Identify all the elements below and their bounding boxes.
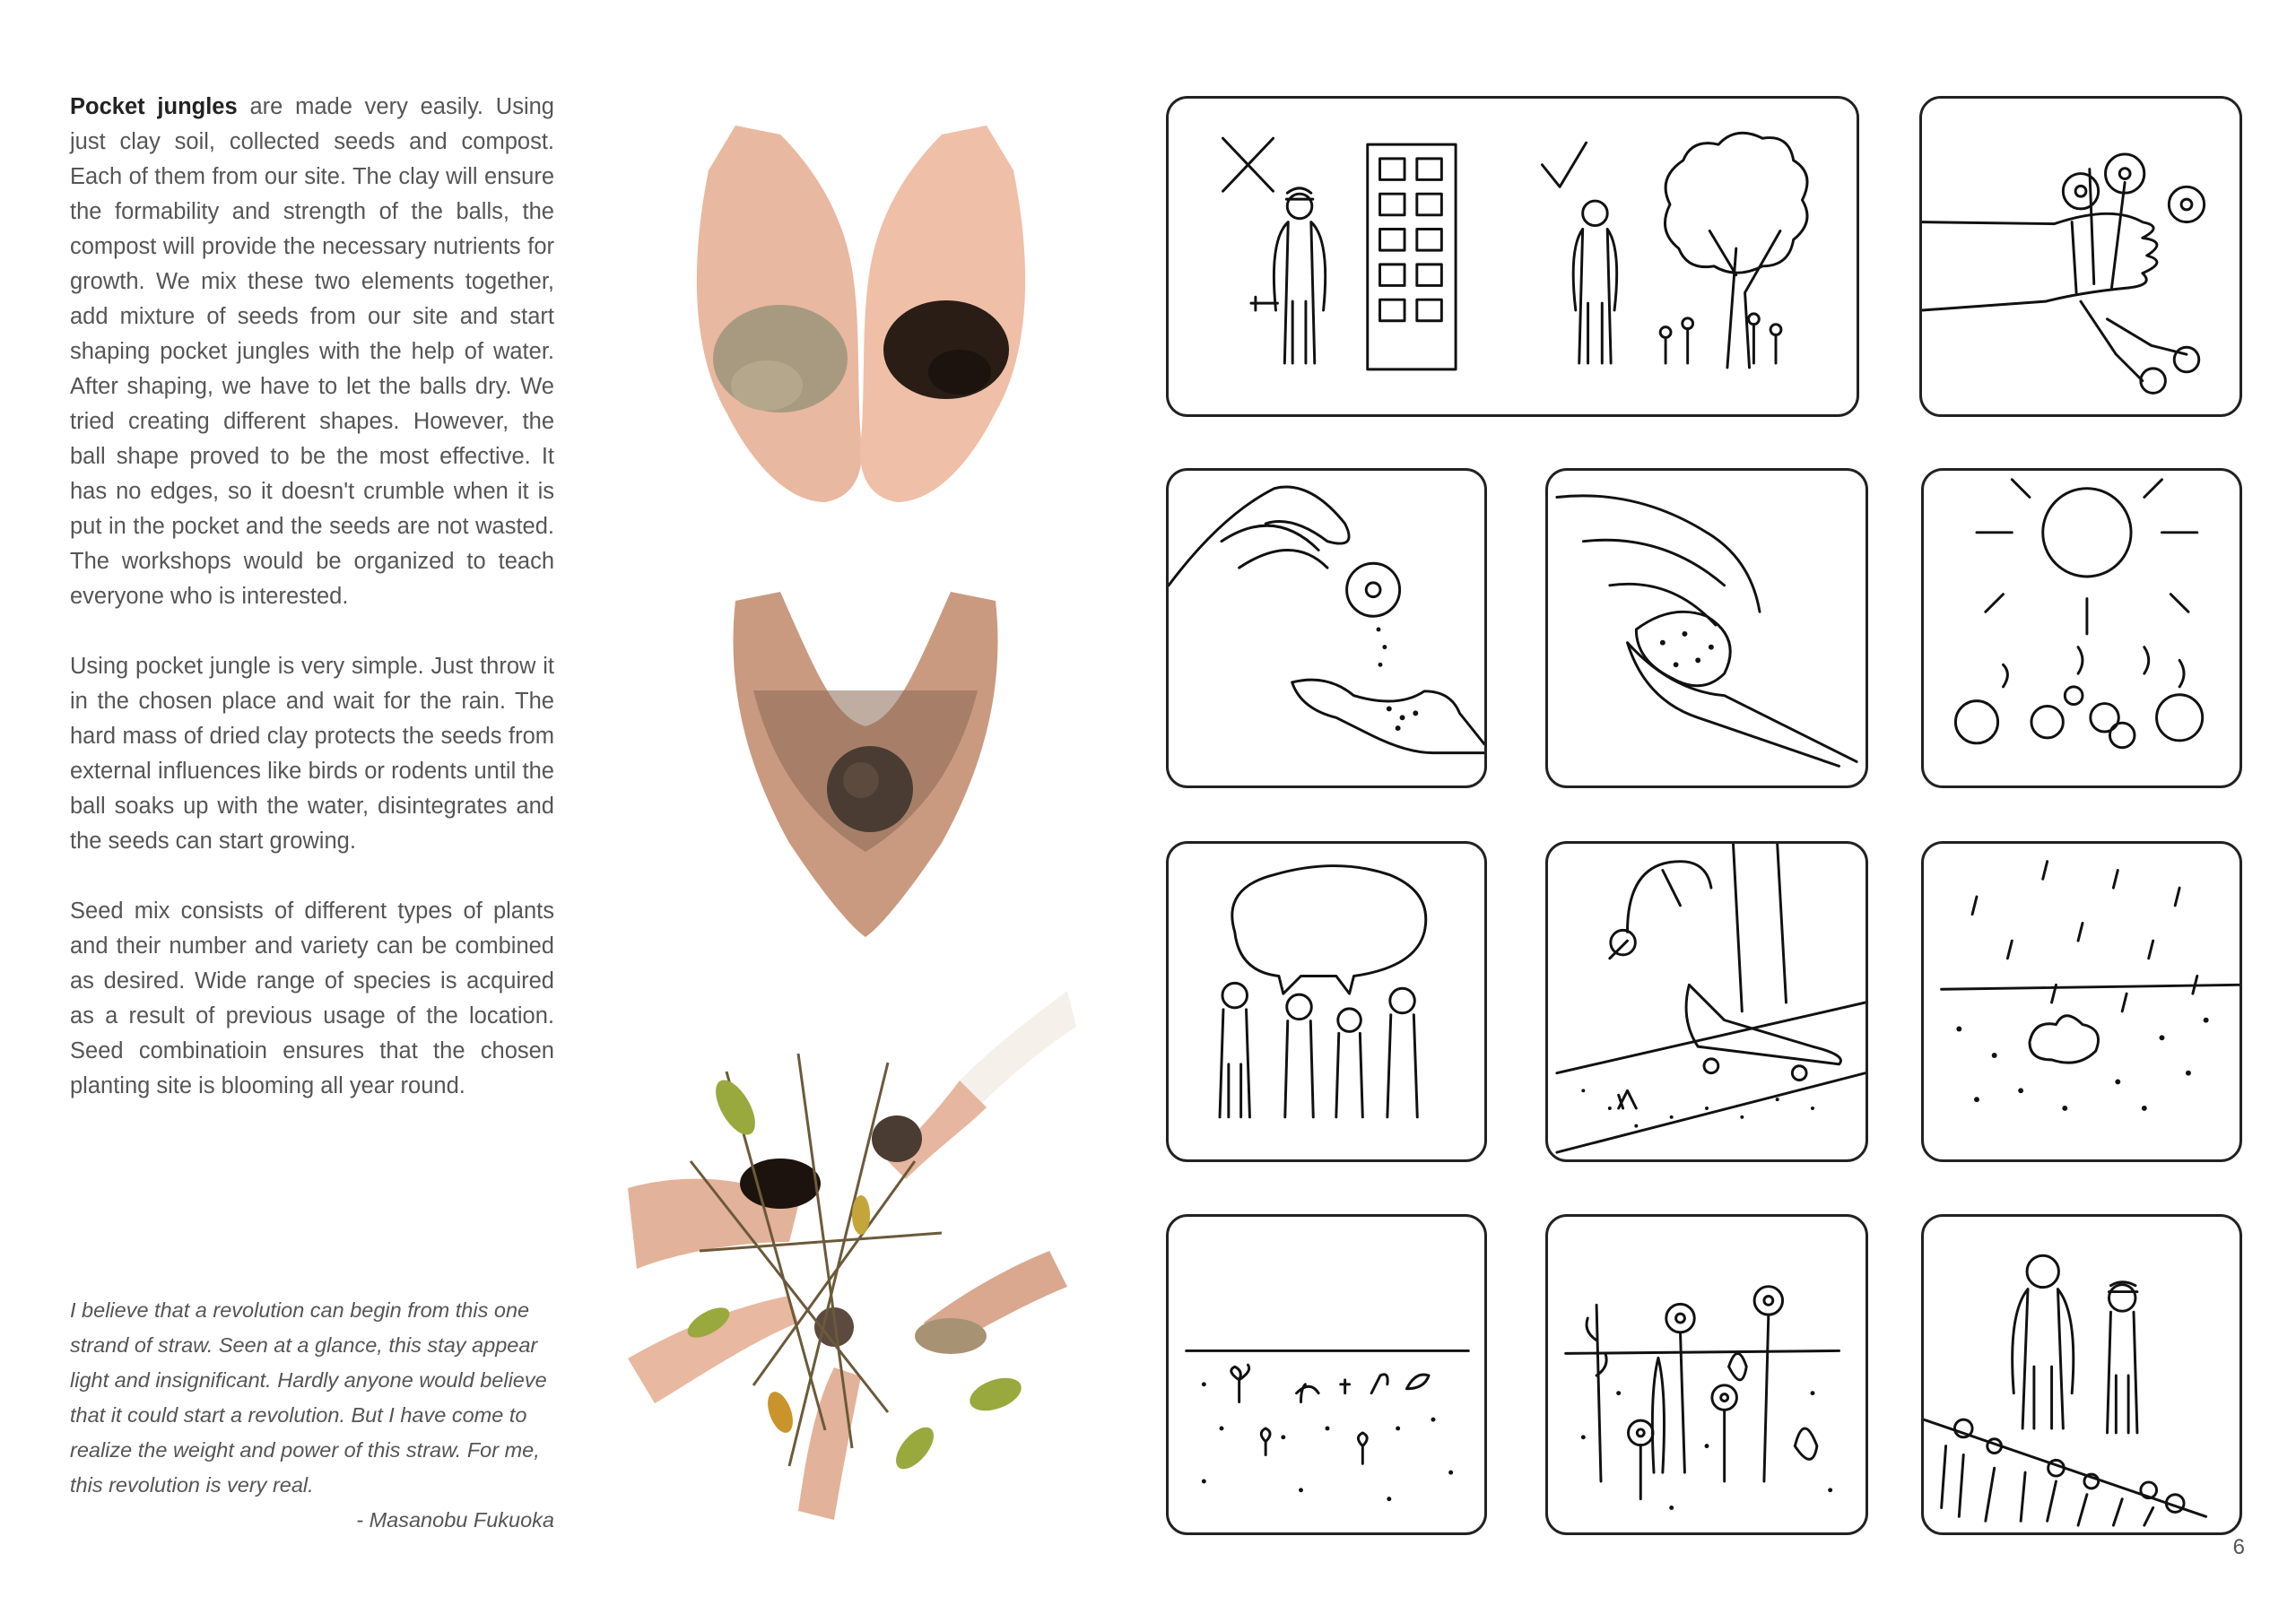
panel-building-vs-tree — [1166, 96, 1859, 417]
panel-throwing-from-skateboard — [1545, 841, 1868, 1162]
panel-flowers-growing — [1545, 1214, 1868, 1535]
paragraph-3: Seed mix consists of different types of plants and their number and variety can be combined as desired. Wide range of species is acquired as a result of previous usage of the location. Seed combinatioin ensures that the chosen planting site is blooming all year round. — [70, 898, 554, 1098]
panel-drying-in-sun — [1921, 468, 2242, 788]
panel-workshop-group — [1166, 841, 1487, 1162]
page-number: 6 — [2232, 1535, 2245, 1559]
body-text — [70, 90, 554, 1139]
quote-block — [70, 1293, 554, 1538]
photo-hands-clay-compost — [673, 117, 1049, 511]
panel-collecting-seeds — [1919, 96, 2242, 417]
quote-author: - Masanobu Fukuoka — [356, 1508, 554, 1532]
panel-rain-on-ball — [1921, 841, 2242, 1162]
lead-term: Pocket jungles — [70, 94, 238, 119]
panel-people-by-flowers — [1921, 1214, 2242, 1535]
panel-mixing-seeds — [1166, 468, 1487, 788]
panel-shaping-ball — [1545, 468, 1868, 788]
photo-hands-seeds-plants — [619, 982, 1076, 1520]
panel-sprouting-seeds — [1166, 1214, 1487, 1535]
paragraph-1-text: are made very easily. Using just clay soil, collected seeds and compost. Each of them from our site. The clay will ensure the formability and strength of the balls, the compost will provide the necessary nutrients for growth. We mix these two elements together, add mixture of seeds from our site and start shaping pocket jungles with the help of water. After shaping, we have to let the balls dry. We tried creating different shapes. However, the ball shape proved to be the most effective. It has no edges, so it doesn't crumble when it is put in the pocket and the seeds are not wasted. The workshops would be organized to teach everyone who is interested. — [70, 94, 554, 609]
paragraph-1 — [70, 90, 554, 614]
quote-text: I believe that a revolution can begin from this one strand of straw. Seen at a glance, this stay appear light and insignificant. Hardly anyone would believe that it could start a revolution. But I have come to realize the weight and power of this straw. For me, this revolution is very real. — [70, 1298, 547, 1497]
photo-hands-holding-ball — [718, 583, 1013, 942]
paragraph-2: Using pocket jungle is very simple. Just throw it in the chosen place and wait for the rain. The hard mass of dried clay protects the seeds from external influences like birds or rodents until the ball soaks up with the water, disintegrates and the seeds can start growing. — [70, 654, 554, 854]
